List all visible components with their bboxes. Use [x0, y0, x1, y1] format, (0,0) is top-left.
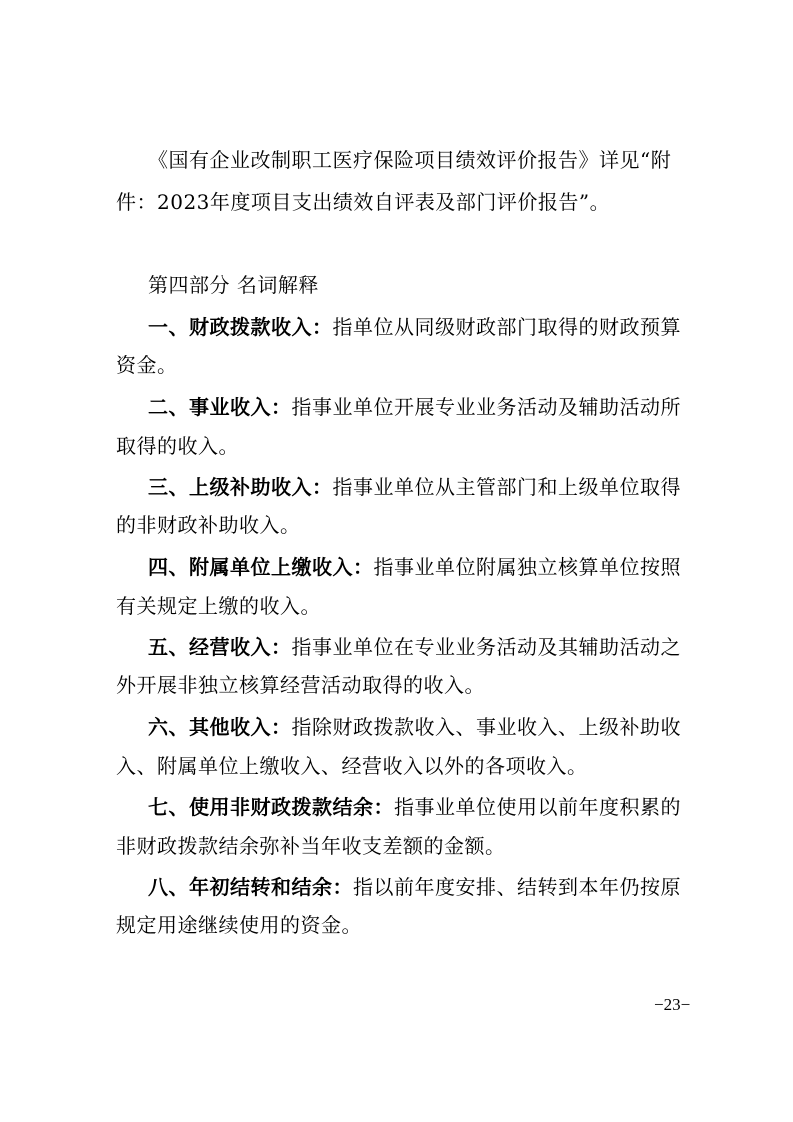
definition-8-line-2: 规定用途继续使用的资金。 — [116, 913, 362, 937]
definition-3-line-2: 的非财政补助收入。 — [116, 513, 301, 537]
definition-text: 指事业单位从主管部门和上级单位取得 — [332, 475, 681, 499]
definition-8-line-1 — [148, 875, 681, 899]
definition-text: 指事业单位使用以前年度积累的 — [394, 795, 681, 819]
definition-term: 二、事业收入： — [148, 395, 292, 419]
definition-6-line-1 — [148, 715, 681, 739]
definition-text: 指除财政拨款收入、事业收入、上级补助收 — [291, 715, 681, 739]
definition-2-line-2: 取得的收入。 — [116, 434, 239, 458]
definition-text: 指事业单位在专业业务活动及其辅助活动之 — [291, 635, 681, 659]
definition-term: 六、其他收入： — [148, 715, 292, 739]
definition-term: 七、使用非财政拨款结余： — [148, 795, 394, 819]
definition-6-line-2: 入、附属单位上缴收入、经营收入以外的各项收入。 — [116, 754, 588, 778]
definition-5-line-2: 外开展非独立核算经营活动取得的收入。 — [116, 673, 485, 697]
definition-term: 八、年初结转和结余： — [148, 875, 353, 899]
definition-2-line-1 — [148, 395, 681, 419]
definition-4-line-1 — [148, 555, 681, 579]
definition-text: 指事业单位开展专业业务活动及辅助活动所 — [291, 395, 681, 419]
definition-1-line-1 — [148, 315, 681, 339]
definition-text: 指事业单位附属独立核算单位按照 — [373, 555, 681, 579]
definition-5-line-1 — [148, 635, 681, 659]
definition-1-line-2: 资金。 — [116, 353, 178, 377]
definition-term: 一、财政拨款收入： — [148, 315, 333, 339]
definition-4-line-2: 有关规定上缴的收入。 — [116, 594, 321, 618]
section-title: 第四部分 名词解释 — [148, 273, 319, 297]
definition-3-line-1 — [148, 475, 681, 499]
intro-line-1: 《国有企业改制职工医疗保险项目绩效评价报告》详见“附 — [148, 148, 672, 172]
definition-term: 三、上级补助收入： — [148, 475, 333, 499]
page-number: −23− — [654, 995, 691, 1014]
intro-line-2: 件：2023年度项目支出绩效自评表及部门评价报告”。 — [116, 190, 611, 214]
definition-term: 五、经营收入： — [148, 635, 292, 659]
definition-7-line-2: 非财政拨款结余弥补当年收支差额的金额。 — [116, 834, 506, 858]
definition-7-line-1 — [148, 795, 681, 819]
definition-text: 指单位从同级财政部门取得的财政预算 — [332, 315, 681, 339]
definition-text: 指以前年度安排、结转到本年仍按原 — [353, 875, 681, 899]
definition-term: 四、附属单位上缴收入： — [148, 555, 374, 579]
